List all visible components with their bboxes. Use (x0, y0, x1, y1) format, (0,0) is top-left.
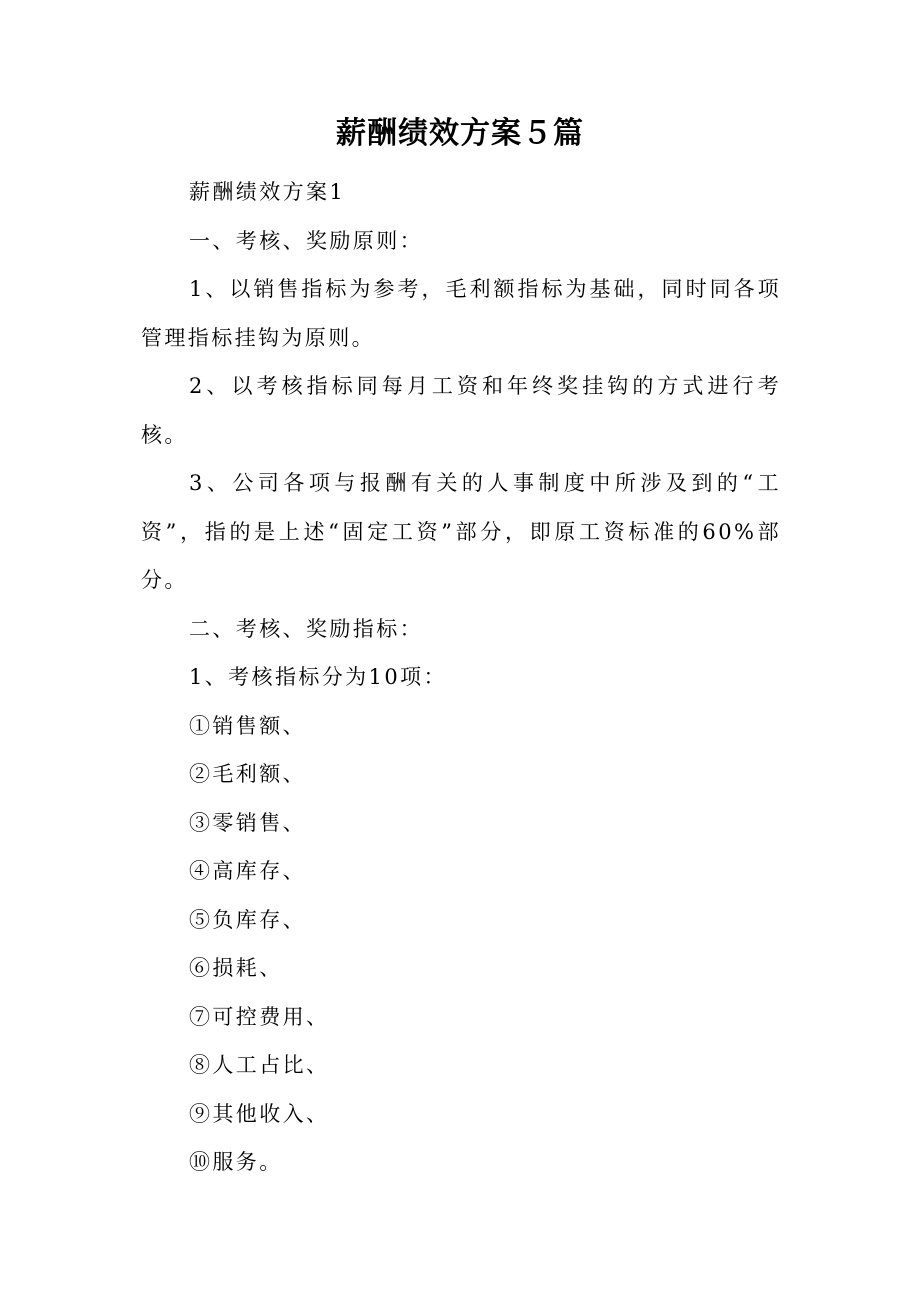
paragraph-principle-3: 3、公司各项与报酬有关的人事制度中所涉及到的“工资”，指的是上述“固定工资”部分，即原工资标准的60%部分。 (141, 471, 781, 592)
paragraph-principle-1: 1、以销售指标为参考，毛利额指标为基础，同时同各项管理指标挂钩为原则。 (141, 277, 781, 350)
list-item-indicator: ⑩服务。 (189, 1150, 283, 1174)
document-body (141, 168, 781, 1187)
list-item-indicator: ①销售额、 (189, 713, 306, 738)
section-heading-principles: 一、考核、奖励原则： (189, 228, 423, 253)
section-heading-indicators: 二、考核、奖励指标： (189, 616, 423, 641)
section-heading-plan-1: 薪酬绩效方案1 (189, 180, 346, 204)
list-item-indicator: ④高库存、 (189, 859, 306, 883)
list-item-indicator: ⑦可控费用、 (189, 1004, 330, 1029)
paragraph-principle-2: 2、以考核指标同每月工资和年终奖挂钩的方式进行考核。 (141, 374, 781, 447)
list-item-indicator: ③零销售、 (189, 810, 306, 835)
list-item-indicator: ②毛利额、 (189, 762, 306, 786)
list-item-indicator: ⑨其他收入、 (189, 1101, 330, 1126)
list-item-indicator: ⑧人工占比、 (189, 1053, 330, 1077)
list-item-indicator: ⑤负库存、 (189, 907, 306, 932)
paragraph-indicator-count: 1、考核指标分为10项： (189, 665, 447, 689)
document-title: 薪酬绩效方案５篇 (336, 116, 584, 151)
list-item-indicator: ⑥损耗、 (189, 956, 283, 980)
